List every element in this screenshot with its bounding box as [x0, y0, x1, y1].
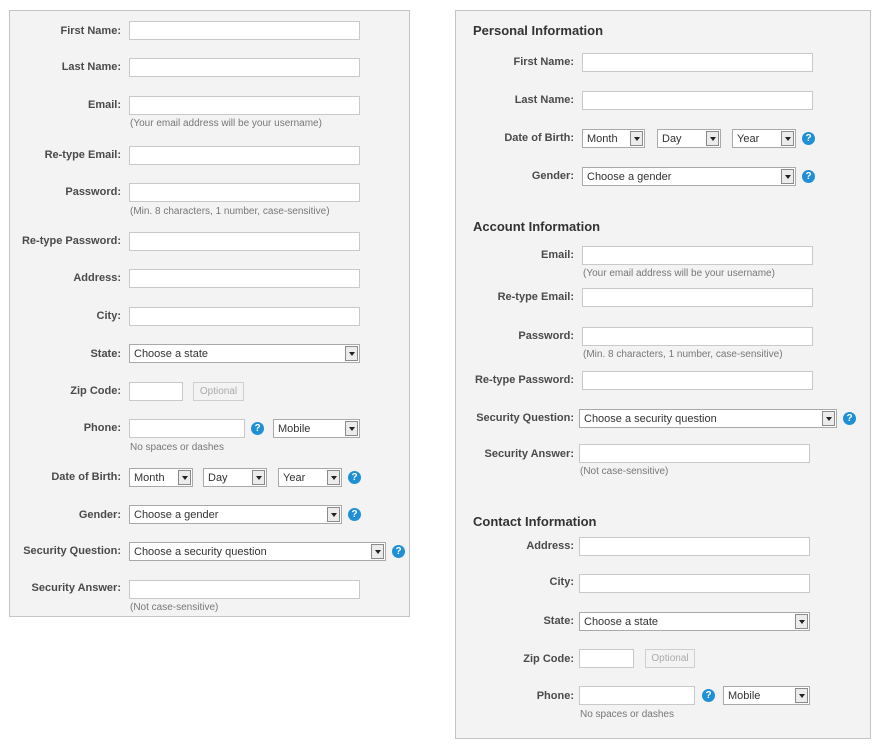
dob-month-value: Month [134, 472, 165, 484]
email-hint: (Your email address will be your username) [583, 268, 775, 279]
address-label: Address: [73, 272, 121, 284]
security-answer-label: Security Answer: [484, 448, 574, 460]
chevron-down-icon [795, 614, 808, 629]
dob-year-select[interactable] [732, 129, 796, 148]
city-input[interactable] [579, 574, 810, 593]
dob-day-select[interactable] [203, 468, 267, 487]
zip-optional-tag: Optional [193, 382, 244, 401]
password-input[interactable] [129, 183, 360, 202]
security-question-help-icon[interactable]: ? [392, 545, 405, 558]
last-name-label: Last Name: [61, 61, 121, 73]
chevron-down-icon [630, 131, 643, 146]
address-label: Address: [526, 540, 574, 552]
chevron-down-icon [345, 346, 358, 361]
section-heading-account: Account Information [473, 219, 601, 234]
security-question-select[interactable] [579, 409, 837, 428]
retype-email-input[interactable] [582, 288, 813, 307]
chevron-down-icon [327, 507, 340, 522]
city-label: City: [96, 310, 121, 322]
security-question-label: Security Question: [476, 412, 574, 424]
city-label: City: [549, 576, 574, 588]
state-select-value: Choose a state [134, 348, 208, 360]
chevron-down-icon [345, 421, 358, 436]
phone-input[interactable] [129, 419, 245, 438]
state-select[interactable] [129, 344, 360, 363]
chevron-down-icon [781, 131, 794, 146]
retype-email-input[interactable] [129, 146, 360, 165]
security-question-help-icon[interactable]: ? [843, 412, 856, 425]
dob-help-icon[interactable]: ? [802, 132, 815, 145]
form-panel-single [9, 10, 410, 617]
retype-password-input[interactable] [582, 371, 813, 390]
email-input[interactable] [129, 96, 360, 115]
chevron-down-icon [706, 131, 719, 146]
dob-year-value: Year [737, 133, 760, 145]
phone-hint: No spaces or dashes [580, 709, 674, 720]
city-input[interactable] [129, 307, 360, 326]
email-input[interactable] [582, 246, 813, 265]
phone-type-value: Mobile [728, 690, 761, 702]
security-answer-hint: (Not case-sensitive) [130, 602, 219, 613]
password-hint: (Min. 8 characters, 1 number, case-sensitive) [583, 349, 783, 360]
chevron-down-icon [178, 470, 191, 485]
form-panel-sectioned [455, 10, 871, 739]
chevron-down-icon [252, 470, 265, 485]
security-answer-input[interactable] [579, 444, 810, 463]
zip-optional-tag: Optional [645, 649, 695, 668]
password-label: Password: [518, 330, 574, 342]
chevron-down-icon [327, 470, 340, 485]
retype-password-input[interactable] [129, 232, 360, 251]
phone-label: Phone: [536, 690, 574, 702]
gender-label: Gender: [531, 170, 574, 182]
last-name-input[interactable] [582, 91, 813, 110]
zip-code-label: Zip Code: [523, 653, 574, 665]
address-input[interactable] [579, 537, 810, 556]
chevron-down-icon [371, 544, 384, 559]
state-select-value: Choose a state [584, 616, 658, 628]
dob-year-select[interactable] [278, 468, 342, 487]
chevron-down-icon [781, 169, 794, 184]
email-label: Email: [540, 249, 574, 261]
zip-code-input[interactable] [129, 382, 183, 401]
dob-label: Date of Birth: [51, 471, 121, 483]
state-label: State: [90, 348, 121, 360]
phone-type-select[interactable] [273, 419, 360, 438]
security-question-select[interactable] [129, 542, 386, 561]
first-name-label: First Name: [60, 25, 121, 37]
dob-month-select[interactable] [129, 468, 193, 487]
password-label: Password: [65, 186, 121, 198]
email-hint: (Your email address will be your username) [130, 118, 322, 129]
dob-year-value: Year [283, 472, 306, 484]
security-question-value: Choose a security question [134, 546, 267, 558]
section-heading-contact: Contact Information [473, 514, 597, 529]
dob-label: Date of Birth: [504, 132, 574, 144]
gender-label: Gender: [78, 509, 121, 521]
security-answer-input[interactable] [129, 580, 360, 599]
dob-day-value: Day [208, 472, 228, 484]
first-name-input[interactable] [129, 21, 360, 40]
retype-password-label: Re-type Password: [21, 235, 121, 247]
gender-help-icon[interactable]: ? [802, 170, 815, 183]
gender-select[interactable] [582, 167, 796, 186]
chevron-down-icon [795, 688, 808, 703]
security-question-value: Choose a security question [584, 413, 717, 425]
state-label: State: [543, 615, 574, 627]
security-answer-label: Security Answer: [31, 582, 121, 594]
chevron-down-icon [822, 411, 835, 426]
dob-help-icon[interactable]: ? [348, 471, 361, 484]
gender-help-icon[interactable]: ? [348, 508, 361, 521]
retype-email-label: Re-type Email: [497, 291, 574, 303]
address-input[interactable] [129, 269, 360, 288]
security-question-label: Security Question: [23, 545, 121, 557]
phone-label: Phone: [83, 422, 121, 434]
last-name-label: Last Name: [514, 94, 574, 106]
retype-password-label: Re-type Password: [474, 374, 574, 386]
section-heading-personal: Personal Information [473, 23, 604, 38]
phone-type-value: Mobile [278, 423, 311, 435]
dob-month-select[interactable] [582, 129, 645, 148]
zip-code-label: Zip Code: [70, 385, 121, 397]
password-hint: (Min. 8 characters, 1 number, case-sensitive) [130, 206, 330, 217]
dob-day-select[interactable] [657, 129, 721, 148]
retype-email-label: Re-type Email: [44, 149, 121, 161]
phone-help-icon[interactable]: ? [702, 689, 715, 702]
zip-code-input[interactable] [579, 649, 634, 668]
gender-select-value: Choose a gender [134, 509, 219, 521]
email-label: Email: [87, 99, 121, 111]
first-name-input[interactable] [582, 53, 813, 72]
gender-select-value: Choose a gender [587, 171, 672, 183]
gender-select[interactable] [129, 505, 342, 524]
phone-input[interactable] [579, 686, 695, 705]
state-select[interactable] [579, 612, 810, 631]
phone-help-icon[interactable]: ? [251, 422, 264, 435]
phone-type-select[interactable] [723, 686, 810, 705]
last-name-input[interactable] [129, 58, 360, 77]
dob-month-value: Month [587, 133, 618, 145]
password-input[interactable] [582, 327, 813, 346]
dob-day-value: Day [662, 133, 682, 145]
phone-hint: No spaces or dashes [130, 442, 224, 453]
security-answer-hint: (Not case-sensitive) [580, 466, 669, 477]
first-name-label: First Name: [513, 56, 574, 68]
